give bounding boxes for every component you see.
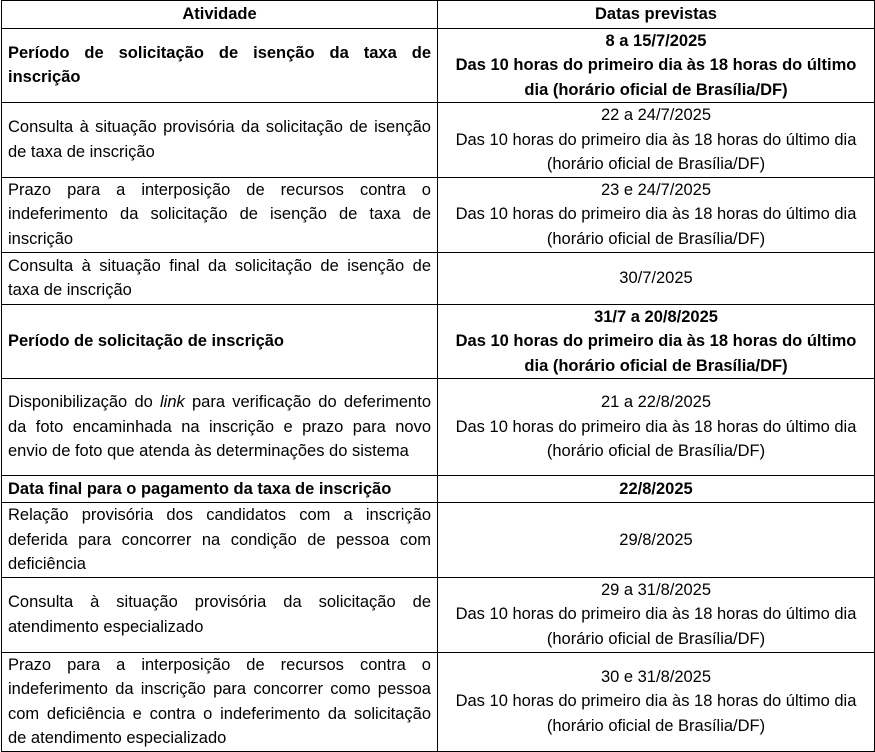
dates-cell <box>438 103 875 178</box>
activity-cell <box>2 379 438 476</box>
date-range: 30/7/2025 <box>619 268 693 287</box>
date-range: 29/8/2025 <box>619 530 693 549</box>
date-range: 23 e 24/7/2025 <box>600 180 712 199</box>
time-note: Das 10 horas do primeiro dia às 18 horas do último dia (horário oficial de Brasília/DF) <box>455 332 857 375</box>
dates-cell <box>438 252 875 304</box>
dates-cell <box>438 28 875 103</box>
table-row <box>2 652 875 751</box>
dates-cell <box>438 577 875 652</box>
activity-cell: Período de solicitação de isenção da taxa de inscrição <box>2 28 438 103</box>
time-note: Das 10 horas do primeiro dia às 18 horas do último dia (horário oficial de Brasília/DF) <box>455 417 857 461</box>
date-range: 8 a 15/7/2025 <box>605 31 707 50</box>
date-range: 30 e 31/8/2025 <box>600 667 712 686</box>
header-dates: Datas previstas <box>438 1 875 29</box>
activity-cell: Data final para o pagamento da taxa de inscrição <box>2 476 438 503</box>
table-row <box>2 252 875 304</box>
activity-text-before: Disponibilização do <box>8 393 161 412</box>
time-note: Das 10 horas do primeiro dia às 18 horas do último dia (horário oficial de Brasília/DF) <box>455 205 857 248</box>
time-note: Das 10 horas do primeiro dia às 18 horas do último dia (horário oficial de Brasília/DF) <box>455 130 857 173</box>
dates-cell <box>438 379 875 476</box>
table-row <box>2 28 875 103</box>
time-note: Das 10 horas do primeiro dia às 18 horas do último dia (horário oficial de Brasília/DF) <box>455 692 857 735</box>
date-range: 21 a 22/8/2025 <box>600 393 712 412</box>
table-row <box>2 503 875 578</box>
date-range: 22 a 24/7/2025 <box>600 106 712 124</box>
date-range: 22/8/2025 <box>619 479 693 498</box>
activity-cell: Período de solicitação de inscrição <box>2 304 438 379</box>
activity-cell: Consulta à situação final da solicitação de isenção de taxa de inscrição <box>2 252 438 304</box>
activity-cell: Prazo para a interposição de recursos contra o indeferimento da inscrição para concorrer como pessoa com deficiência e contra o indeferimento da solicitação de atendimento especializado <box>2 652 438 751</box>
schedule-table <box>1 0 875 752</box>
dates-cell <box>438 503 875 578</box>
dates-cell <box>438 177 875 252</box>
activity-text-after: para verificação do deferimento da foto encaminhada na inscrição e prazo para novo envio de foto que atenda às determinações do sistema <box>8 393 431 461</box>
table-header-row <box>2 1 875 29</box>
time-note: Das 10 horas do primeiro dia às 18 horas do último dia (horário oficial de Brasília/DF) <box>455 56 857 99</box>
table-row <box>2 577 875 652</box>
dates-cell <box>438 652 875 751</box>
table-row <box>2 304 875 379</box>
date-range: 29 a 31/8/2025 <box>600 580 712 599</box>
activity-cell: Consulta à situação provisória da solicitação de atendimento especializado <box>2 577 438 652</box>
date-range: 31/7 a 20/8/2025 <box>594 307 718 326</box>
time-note: Das 10 horas do primeiro dia às 18 horas do último dia (horário oficial de Brasília/DF) <box>455 605 857 648</box>
header-activity: Atividade <box>2 1 438 29</box>
table-row <box>2 177 875 252</box>
activity-cell: Relação provisória dos candidatos com a inscrição deferida para concorrer na condição de pessoa com deficiência <box>2 503 438 578</box>
activity-cell: Prazo para a interposição de recursos contra o indeferimento da solicitação de isenção de taxa de inscrição <box>2 177 438 252</box>
activity-text-emphasis: link <box>160 393 185 412</box>
activity-cell: Consulta à situação provisória da solicitação de isenção de taxa de inscrição <box>2 103 438 178</box>
dates-cell <box>438 304 875 379</box>
table-row <box>2 379 875 476</box>
table-row <box>2 476 875 503</box>
dates-cell <box>438 476 875 503</box>
table-row <box>2 103 875 178</box>
